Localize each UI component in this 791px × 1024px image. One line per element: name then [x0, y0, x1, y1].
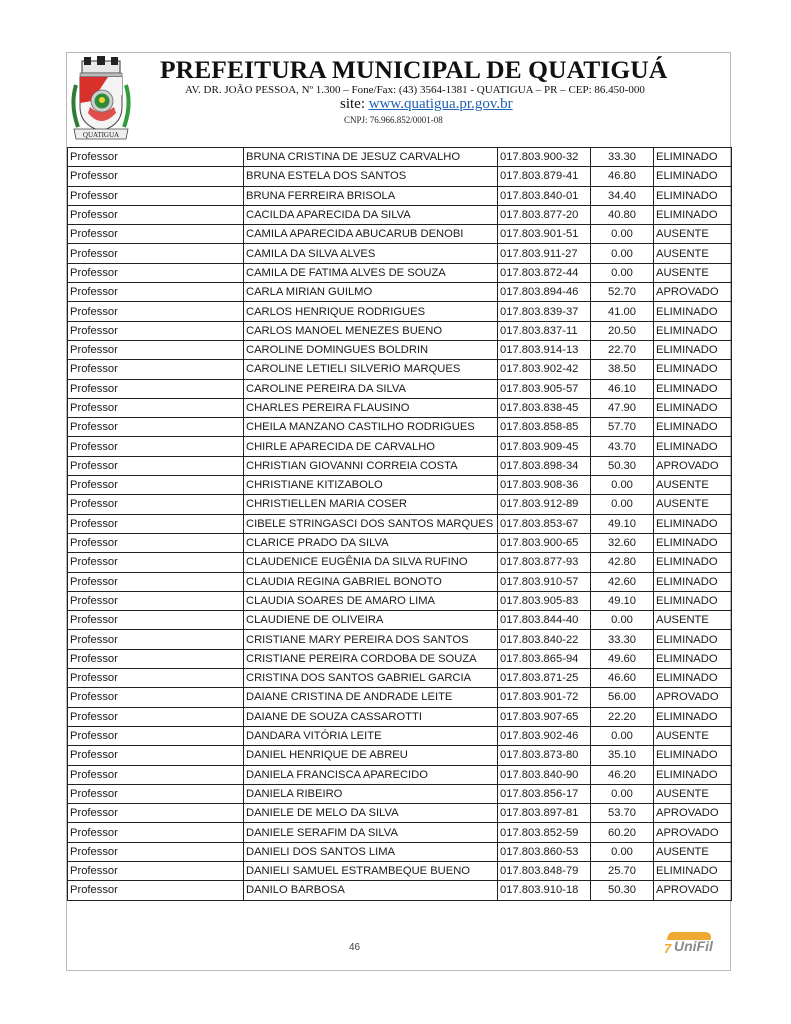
status-cell: ELIMINADO	[654, 148, 732, 167]
name-cell: CAROLINE PEREIRA DA SILVA	[244, 379, 498, 398]
status-cell: ELIMINADO	[654, 360, 732, 379]
score-cell: 41.00	[591, 302, 654, 321]
name-cell: CLAUDIA SOARES DE AMARO LIMA	[244, 591, 498, 610]
score-cell: 52.70	[591, 283, 654, 302]
score-cell: 46.20	[591, 765, 654, 784]
status-cell: ELIMINADO	[654, 167, 732, 186]
status-cell: AUSENTE	[654, 244, 732, 263]
table-row	[68, 553, 732, 572]
table-row	[68, 669, 732, 688]
name-cell: CRISTIANE MARY PEREIRA DOS SANTOS	[244, 630, 498, 649]
registration-cell: 017.803.901-72	[498, 688, 591, 707]
registration-cell: 017.803.902-46	[498, 726, 591, 745]
name-cell: CHRISTIELLEN MARIA COSER	[244, 495, 498, 514]
cargo-cell: Professor	[68, 591, 244, 610]
unifil-mark-icon: 7	[664, 941, 672, 956]
registration-cell: 017.803.837-11	[498, 321, 591, 340]
table-row	[68, 321, 732, 340]
cargo-cell: Professor	[68, 495, 244, 514]
status-cell: ELIMINADO	[654, 379, 732, 398]
registration-cell: 017.803.858-85	[498, 418, 591, 437]
cargo-cell: Professor	[68, 669, 244, 688]
name-cell: CARLOS MANOEL MENEZES BUENO	[244, 321, 498, 340]
cargo-cell: Professor	[68, 823, 244, 842]
registration-cell: 017.803.877-20	[498, 205, 591, 224]
status-cell: ELIMINADO	[654, 514, 732, 533]
registration-cell: 017.803.901-51	[498, 225, 591, 244]
cargo-cell: Professor	[68, 418, 244, 437]
score-cell: 34.40	[591, 186, 654, 205]
status-cell: ELIMINADO	[654, 669, 732, 688]
table-row	[68, 418, 732, 437]
unifil-logo	[662, 932, 726, 956]
score-cell: 33.30	[591, 630, 654, 649]
name-cell: BRUNA ESTELA DOS SANTOS	[244, 167, 498, 186]
table-row	[68, 611, 732, 630]
name-cell: CLARICE PRADO DA SILVA	[244, 533, 498, 552]
table-row	[68, 591, 732, 610]
name-cell: DANIELI DOS SANTOS LIMA	[244, 842, 498, 861]
cargo-cell: Professor	[68, 784, 244, 803]
registration-cell: 017.803.844-40	[498, 611, 591, 630]
name-cell: DANILO BARBOSA	[244, 881, 498, 900]
score-cell: 46.10	[591, 379, 654, 398]
status-cell: ELIMINADO	[654, 765, 732, 784]
table-row	[68, 630, 732, 649]
table-row	[68, 283, 732, 302]
cargo-cell: Professor	[68, 861, 244, 880]
registration-cell: 017.803.897-81	[498, 804, 591, 823]
registration-cell: 017.803.840-90	[498, 765, 591, 784]
score-cell: 25.70	[591, 861, 654, 880]
name-cell: CARLA MIRIAN GUILMO	[244, 283, 498, 302]
score-cell: 50.30	[591, 456, 654, 475]
score-cell: 49.10	[591, 514, 654, 533]
name-cell: CARLOS HENRIQUE RODRIGUES	[244, 302, 498, 321]
status-cell: ELIMINADO	[654, 746, 732, 765]
name-cell: CLAUDIENE DE OLIVEIRA	[244, 611, 498, 630]
cargo-cell: Professor	[68, 533, 244, 552]
registration-cell: 017.803.856-17	[498, 784, 591, 803]
status-cell: ELIMINADO	[654, 707, 732, 726]
registration-cell: 017.803.860-53	[498, 842, 591, 861]
status-cell: ELIMINADO	[654, 186, 732, 205]
status-cell: AUSENTE	[654, 263, 732, 282]
unifil-logo-text: UniFil	[674, 938, 713, 954]
name-cell: CAMILA DE FATIMA ALVES DE SOUZA	[244, 263, 498, 282]
registration-cell: 017.803.902-42	[498, 360, 591, 379]
coat-of-arms-logo	[68, 55, 134, 143]
table-row	[68, 881, 732, 900]
table-row	[68, 167, 732, 186]
registration-cell: 017.803.898-34	[498, 456, 591, 475]
cargo-cell: Professor	[68, 476, 244, 495]
name-cell: CAMILA DA SILVA ALVES	[244, 244, 498, 263]
cargo-cell: Professor	[68, 302, 244, 321]
cargo-cell: Professor	[68, 514, 244, 533]
cargo-cell: Professor	[68, 456, 244, 475]
cargo-cell: Professor	[68, 205, 244, 224]
name-cell: CACILDA APARECIDA DA SILVA	[244, 205, 498, 224]
status-cell: APROVADO	[654, 881, 732, 900]
cargo-cell: Professor	[68, 804, 244, 823]
results-table	[67, 147, 732, 901]
status-cell: ELIMINADO	[654, 591, 732, 610]
cargo-cell: Professor	[68, 611, 244, 630]
name-cell: CAROLINE LETIELI SILVERIO MARQUES	[244, 360, 498, 379]
status-cell: ELIMINADO	[654, 437, 732, 456]
table-row	[68, 263, 732, 282]
status-cell: AUSENTE	[654, 476, 732, 495]
registration-cell: 017.803.905-57	[498, 379, 591, 398]
status-cell: ELIMINADO	[654, 649, 732, 668]
name-cell: CRISTINA DOS SANTOS GABRIEL GARCIA	[244, 669, 498, 688]
score-cell: 22.70	[591, 340, 654, 359]
address-line: AV. DR. JOÃO PESSOA, Nº 1.300 – Fone/Fax: (43) 3564-1381 - QUATIGUA – PR – CEP: 86.450-000	[185, 84, 645, 96]
registration-cell: 017.803.872-44	[498, 263, 591, 282]
cnpj-line: CNPJ: 76.966.852/0001-08	[344, 115, 443, 125]
status-cell: AUSENTE	[654, 784, 732, 803]
table-row	[68, 784, 732, 803]
score-cell: 0.00	[591, 244, 654, 263]
name-cell: CHEILA MANZANO CASTILHO RODRIGUES	[244, 418, 498, 437]
table-row	[68, 649, 732, 668]
name-cell: CLAUDENICE EUGÊNIA DA SILVA RUFINO	[244, 553, 498, 572]
name-cell: CHRISTIANE KITIZABOLO	[244, 476, 498, 495]
cargo-cell: Professor	[68, 321, 244, 340]
name-cell: CAMILA APARECIDA ABUCARUB DENOBI	[244, 225, 498, 244]
table-row	[68, 533, 732, 552]
site-link[interactable]: www.quatigua.pr.gov.br	[368, 96, 513, 112]
status-cell: ELIMINADO	[654, 572, 732, 591]
name-cell: DANIELA RIBEIRO	[244, 784, 498, 803]
registration-cell: 017.803.914-13	[498, 340, 591, 359]
cargo-cell: Professor	[68, 746, 244, 765]
registration-cell: 017.803.907-65	[498, 707, 591, 726]
name-cell: CRISTIANE PEREIRA CORDOBA DE SOUZA	[244, 649, 498, 668]
registration-cell: 017.803.912-89	[498, 495, 591, 514]
cargo-cell: Professor	[68, 630, 244, 649]
name-cell: BRUNA FERREIRA BRISOLA	[244, 186, 498, 205]
cargo-cell: Professor	[68, 572, 244, 591]
registration-cell: 017.803.911-27	[498, 244, 591, 263]
name-cell: CHRISTIAN GIOVANNI CORREIA COSTA	[244, 456, 498, 475]
registration-cell: 017.803.908-36	[498, 476, 591, 495]
table-row	[68, 244, 732, 263]
table-row	[68, 495, 732, 514]
score-cell: 0.00	[591, 495, 654, 514]
table-row	[68, 456, 732, 475]
status-cell: ELIMINADO	[654, 321, 732, 340]
site-label: site:	[340, 96, 369, 112]
table-row	[68, 572, 732, 591]
table-row	[68, 726, 732, 745]
score-cell: 56.00	[591, 688, 654, 707]
cargo-cell: Professor	[68, 244, 244, 263]
name-cell: DANIEL HENRIQUE DE ABREU	[244, 746, 498, 765]
name-cell: DAIANE DE SOUZA CASSAROTTI	[244, 707, 498, 726]
cargo-cell: Professor	[68, 842, 244, 861]
score-cell: 0.00	[591, 263, 654, 282]
status-cell: AUSENTE	[654, 225, 732, 244]
table-row	[68, 148, 732, 167]
status-cell: ELIMINADO	[654, 630, 732, 649]
score-cell: 49.60	[591, 649, 654, 668]
cargo-cell: Professor	[68, 360, 244, 379]
status-cell: ELIMINADO	[654, 302, 732, 321]
registration-cell: 017.803.839-37	[498, 302, 591, 321]
registration-cell: 017.803.852-59	[498, 823, 591, 842]
score-cell: 33.30	[591, 148, 654, 167]
registration-cell: 017.803.900-65	[498, 533, 591, 552]
score-cell: 0.00	[591, 611, 654, 630]
status-cell: AUSENTE	[654, 611, 732, 630]
score-cell: 42.60	[591, 572, 654, 591]
status-cell: APROVADO	[654, 823, 732, 842]
score-cell: 46.80	[591, 167, 654, 186]
status-cell: ELIMINADO	[654, 340, 732, 359]
table-row	[68, 707, 732, 726]
score-cell: 47.90	[591, 398, 654, 417]
status-cell: ELIMINADO	[654, 398, 732, 417]
registration-cell: 017.803.877-93	[498, 553, 591, 572]
registration-cell: 017.803.871-25	[498, 669, 591, 688]
score-cell: 0.00	[591, 476, 654, 495]
name-cell: CAROLINE DOMINGUES BOLDRIN	[244, 340, 498, 359]
table-row	[68, 746, 732, 765]
table-row	[68, 804, 732, 823]
cargo-cell: Professor	[68, 263, 244, 282]
name-cell: DANDARA VITÓRIA LEITE	[244, 726, 498, 745]
table-row	[68, 688, 732, 707]
page-number: 46	[349, 942, 361, 953]
table-row	[68, 861, 732, 880]
status-cell: AUSENTE	[654, 495, 732, 514]
score-cell: 0.00	[591, 225, 654, 244]
table-row	[68, 379, 732, 398]
cargo-cell: Professor	[68, 881, 244, 900]
status-cell: APROVADO	[654, 456, 732, 475]
score-cell: 50.30	[591, 881, 654, 900]
cargo-cell: Professor	[68, 186, 244, 205]
table-row	[68, 186, 732, 205]
registration-cell: 017.803.905-83	[498, 591, 591, 610]
registration-cell: 017.803.900-32	[498, 148, 591, 167]
score-cell: 49.10	[591, 591, 654, 610]
score-cell: 60.20	[591, 823, 654, 842]
cargo-cell: Professor	[68, 437, 244, 456]
status-cell: ELIMINADO	[654, 533, 732, 552]
cargo-cell: Professor	[68, 688, 244, 707]
status-cell: AUSENTE	[654, 726, 732, 745]
score-cell: 22.20	[591, 707, 654, 726]
registration-cell: 017.803.848-79	[498, 861, 591, 880]
score-cell: 0.00	[591, 726, 654, 745]
status-cell: ELIMINADO	[654, 418, 732, 437]
registration-cell: 017.803.840-22	[498, 630, 591, 649]
registration-cell: 017.803.909-45	[498, 437, 591, 456]
name-cell: DANIELI SAMUEL ESTRAMBEQUE BUENO	[244, 861, 498, 880]
name-cell: DANIELE DE MELO DA SILVA	[244, 804, 498, 823]
status-cell: ELIMINADO	[654, 861, 732, 880]
cargo-cell: Professor	[68, 167, 244, 186]
table-row	[68, 765, 732, 784]
score-cell: 46.60	[591, 669, 654, 688]
cargo-cell: Professor	[68, 340, 244, 359]
score-cell: 0.00	[591, 842, 654, 861]
name-cell: CHARLES PEREIRA FLAUSINO	[244, 398, 498, 417]
page-title: PREFEITURA MUNICIPAL DE QUATIGUÁ	[160, 55, 668, 84]
table-row	[68, 437, 732, 456]
name-cell: CLAUDIA REGINA GABRIEL BONOTO	[244, 572, 498, 591]
table-row	[68, 823, 732, 842]
status-cell: APROVADO	[654, 688, 732, 707]
table-row	[68, 302, 732, 321]
registration-cell: 017.803.838-45	[498, 398, 591, 417]
score-cell: 35.10	[591, 746, 654, 765]
name-cell: CIBELE STRINGASCI DOS SANTOS MARQUES	[244, 514, 498, 533]
cargo-cell: Professor	[68, 225, 244, 244]
score-cell: 20.50	[591, 321, 654, 340]
status-cell: ELIMINADO	[654, 553, 732, 572]
results-table-body	[68, 148, 732, 901]
table-row	[68, 842, 732, 861]
name-cell: DANIELA FRANCISCA APARECIDO	[244, 765, 498, 784]
name-cell: BRUNA CRISTINA DE JESUZ CARVALHO	[244, 148, 498, 167]
registration-cell: 017.803.840-01	[498, 186, 591, 205]
score-cell: 32.60	[591, 533, 654, 552]
cargo-cell: Professor	[68, 398, 244, 417]
registration-cell: 017.803.865-94	[498, 649, 591, 668]
score-cell: 0.00	[591, 784, 654, 803]
cargo-cell: Professor	[68, 707, 244, 726]
table-row	[68, 225, 732, 244]
cargo-cell: Professor	[68, 379, 244, 398]
table-row	[68, 340, 732, 359]
score-cell: 40.80	[591, 205, 654, 224]
cargo-cell: Professor	[68, 765, 244, 784]
status-cell: APROVADO	[654, 283, 732, 302]
logo-ribbon-text: QUATIGUA	[82, 131, 120, 139]
score-cell: 43.70	[591, 437, 654, 456]
name-cell: CHIRLE APARECIDA DE CARVALHO	[244, 437, 498, 456]
site-line	[340, 96, 513, 113]
table-row	[68, 360, 732, 379]
registration-cell: 017.803.910-18	[498, 881, 591, 900]
cargo-cell: Professor	[68, 649, 244, 668]
score-cell: 38.50	[591, 360, 654, 379]
table-row	[68, 205, 732, 224]
registration-cell: 017.803.879-41	[498, 167, 591, 186]
registration-cell: 017.803.873-80	[498, 746, 591, 765]
status-cell: AUSENTE	[654, 842, 732, 861]
cargo-cell: Professor	[68, 553, 244, 572]
table-row	[68, 398, 732, 417]
cargo-cell: Professor	[68, 726, 244, 745]
cargo-cell: Professor	[68, 148, 244, 167]
table-row	[68, 476, 732, 495]
status-cell: ELIMINADO	[654, 205, 732, 224]
registration-cell: 017.803.853-67	[498, 514, 591, 533]
cargo-cell: Professor	[68, 283, 244, 302]
score-cell: 57.70	[591, 418, 654, 437]
registration-cell: 017.803.894-46	[498, 283, 591, 302]
status-cell: APROVADO	[654, 804, 732, 823]
table-row	[68, 514, 732, 533]
score-cell: 42.80	[591, 553, 654, 572]
score-cell: 53.70	[591, 804, 654, 823]
name-cell: DAIANE CRISTINA DE ANDRADE LEITE	[244, 688, 498, 707]
name-cell: DANIELE SERAFIM DA SILVA	[244, 823, 498, 842]
registration-cell: 017.803.910-57	[498, 572, 591, 591]
